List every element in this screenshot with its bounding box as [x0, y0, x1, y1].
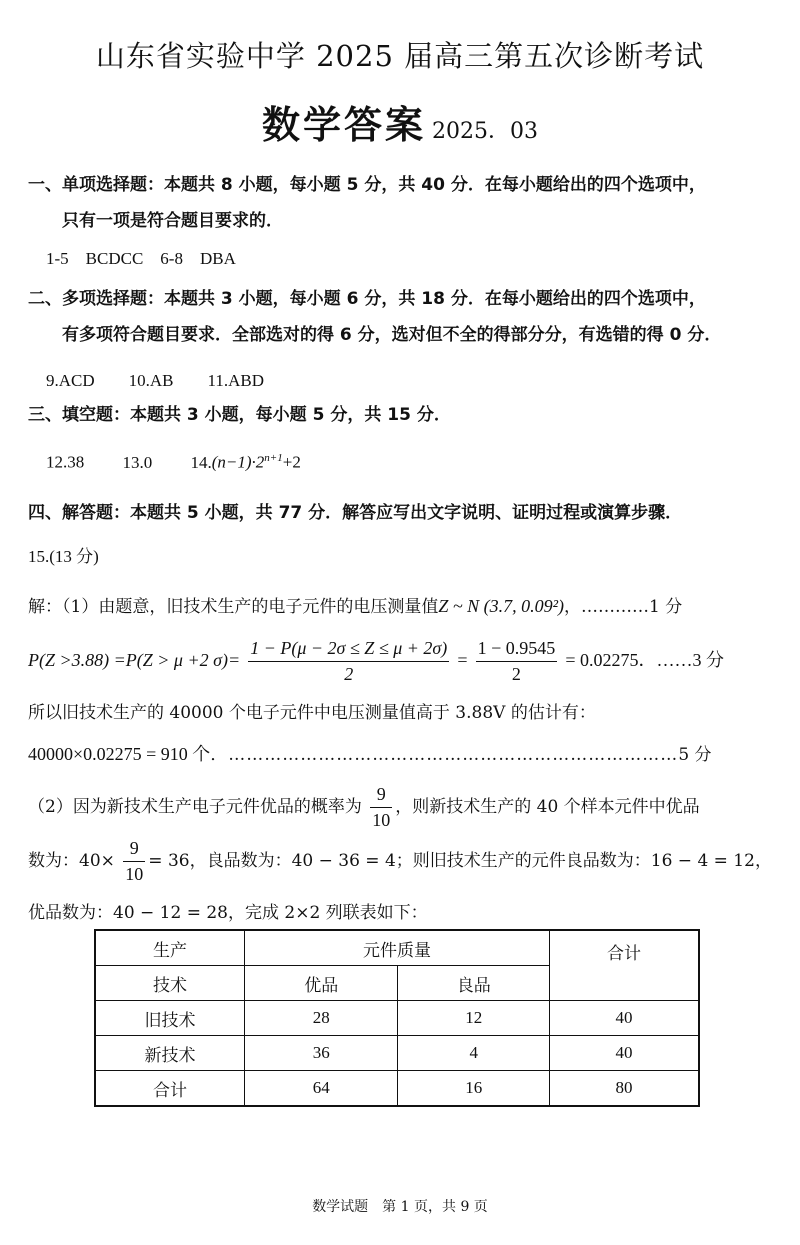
cell-total: 40	[549, 1036, 699, 1071]
q15-line4: 40000×0.02275 = 910 个．…………………………………………………………………5 分	[28, 744, 712, 765]
q15-line7: 优品数为：40 − 12 = 28，完成 2×2 列联表如下：	[28, 903, 428, 923]
frac2-denominator: 2	[511, 664, 521, 684]
cell-good: 28	[245, 1001, 398, 1036]
table-row	[95, 1071, 699, 1107]
cell-ok: 4	[398, 1036, 549, 1071]
table-row	[95, 1001, 699, 1036]
col-header-ok: 良品	[398, 966, 549, 1001]
corner-bottom: 技术	[95, 966, 245, 1001]
q15-line6-pre: 数为：40×	[28, 851, 115, 871]
table-row	[95, 1036, 699, 1071]
q15-line1-score: ，…………1 分	[563, 597, 683, 617]
q15-line6-frac	[123, 838, 145, 885]
exam-date: 2025．03	[432, 119, 538, 144]
q15-line1	[28, 592, 682, 617]
q15-line2-frac1	[248, 638, 449, 685]
q15-line6-tail: = 36，良品数为：40 − 36 = 4；则旧技术生产的元件良品数为：16 − 4 = 12，	[148, 851, 772, 871]
line6-frac-numerator: 9	[123, 838, 145, 862]
quality-header: 元件质量	[245, 930, 550, 966]
q15-label: 15.(13 分)	[28, 547, 99, 566]
q15-line5-text: （2）因为新技术生产电子元件优品的概率为	[28, 797, 362, 817]
q15-line2-result: = 0.02275．……3 分	[565, 650, 724, 670]
answer-13: 13.0	[122, 452, 153, 472]
line5-frac-numerator: 9	[370, 784, 392, 808]
q15-line5	[28, 784, 700, 831]
q15-line6	[28, 838, 772, 885]
answer-14-expr: (n−1)·2	[211, 452, 265, 472]
frac2-numerator: 1 − 0.9545	[476, 638, 558, 662]
cell-ok: 12	[398, 1001, 549, 1036]
q15-line5-frac	[370, 784, 392, 831]
section2-heading-line1: 二、多项选择题：本题共 3 小题，每小题 6 分，共 18 分．在每小题给出的四个选项中，	[28, 289, 706, 309]
page-footer: 数学试题 第 1 页，共 9 页	[312, 1199, 488, 1215]
frac1-denominator: 2	[344, 664, 354, 684]
row-label: 合计	[95, 1071, 245, 1107]
row-label: 旧技术	[95, 1001, 245, 1036]
frac1-numerator: 1 − P(μ − 2σ ≤ Z ≤ μ + 2σ)	[248, 638, 449, 662]
answer-14-label: 14.	[190, 452, 212, 472]
cell-good: 64	[245, 1071, 398, 1107]
answer-14-exponent: n+1	[264, 452, 283, 464]
cell-total: 40	[549, 1001, 699, 1036]
cell-good: 36	[245, 1036, 398, 1071]
cell-ok: 16	[398, 1071, 549, 1107]
subtitle-text: 数学答案	[262, 103, 427, 147]
q15-line4-math: 40000×0.02275 = 910 个	[28, 744, 211, 764]
q15-line2: P(Z >3.88) =P(Z > μ +2 σ)= $\frac{1 - P(\mu - 2\sigma \le Z \le \mu + 2\sigma)}{2}$ = $\frac{1 - 0.9545}{2}$ = 0.02275．……3 分	[28, 638, 724, 684]
line6-frac-denominator: 10	[125, 864, 144, 884]
answer-14-tail: +2	[282, 452, 301, 472]
q15-line2-frac2	[476, 638, 558, 685]
col-header-good: 优品	[245, 966, 398, 1001]
page-subtitle	[0, 94, 800, 149]
contingency-table	[94, 929, 700, 1107]
section3-heading: 三、填空题：本题共 3 小题，每小题 5 分，共 15 分．	[28, 405, 451, 425]
q15-line1-text: 解：（1）由题意，旧技术生产的电子元件的电压测量值	[28, 597, 439, 617]
section4-heading: 四、解答题：本题共 5 小题，共 77 分．解答应写出文字说明、证明过程或演算步骤．	[28, 503, 683, 523]
section1-heading-line1: 一、单项选择题：本题共 8 小题，每小题 5 分，共 40 分．在每小题给出的四个选项中，	[28, 175, 706, 195]
section1-heading-line2: 只有一项是符合题目要求的．	[62, 211, 283, 231]
q15-line1-math: Z ~ N (3.7, 0.09²)	[438, 596, 564, 616]
row-label: 新技术	[95, 1036, 245, 1071]
line5-frac-denominator: 10	[372, 810, 391, 830]
cell-total: 80	[549, 1071, 699, 1107]
q15-line2-lhs: P(Z >3.88) =P(Z > μ +2 σ)=	[28, 650, 241, 670]
total-header: 合计	[549, 930, 699, 1001]
q15-line4-score: 5 分	[678, 745, 712, 765]
section2-answers: 9.ACD 10.AB 11.ABD	[46, 371, 265, 390]
q15-line5-tail: ，则新技术生产的 40 个样本元件中优品	[395, 797, 700, 817]
corner-top: 生产	[95, 930, 245, 966]
section1-answers: 1-5 BCDCC 6-8 DBA	[46, 249, 236, 268]
q15-line3: 所以旧技术生产的 40000 个电子元件中电压测量值高于 3.88V 的估计有：	[28, 703, 596, 723]
section3-answers	[46, 452, 301, 473]
answer-12: 12.38	[46, 452, 85, 472]
page-title: 山东省实验中学 2025 届高三第五次诊断考试	[95, 39, 705, 73]
section2-heading-line2: 有多项符合题目要求．全部选对的得 6 分，选对但不全的得部分分，有选错的得 0 分．	[62, 325, 722, 345]
